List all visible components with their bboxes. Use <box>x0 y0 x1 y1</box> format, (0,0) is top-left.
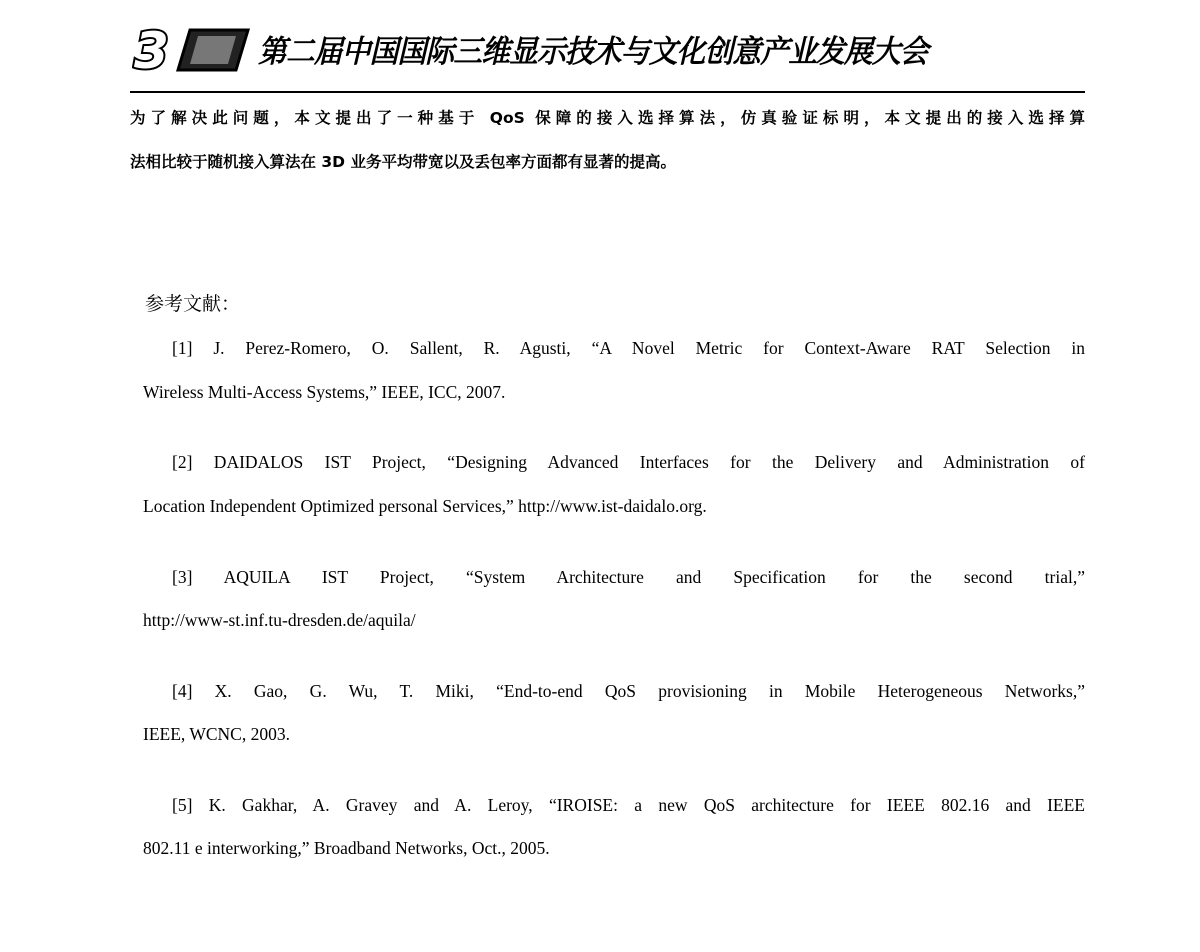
reference-item-2-cont: Location Independent Optimized personal Services,” http://www.ist-daidalo.org. <box>143 496 707 516</box>
reference-item-4: [4] X. Gao, G. Wu, T. Miki, “End-to-end QoS provisioning in Mobile Heterogeneous Networks,” <box>172 681 1085 701</box>
abstract-line: 为了解决此问题，本文提出了一种基于 QoS 保障的接入选择算法，仿真验证标明，本文提出的接入选择算 <box>130 109 1085 127</box>
references-heading: 参考文献： <box>145 294 241 315</box>
reference-item-1-cont: Wireless Multi-Access Systems,” IEEE, ICC, 2007. <box>143 382 506 402</box>
reference-item-3-cont: http://www-st.inf.tu-dresden.de/aquila/ <box>143 610 416 630</box>
abstract-line: 法相比较于随机接入算法在 3D 业务平均带宽以及丢包率方面都有显著的提高。 <box>130 153 676 171</box>
reference-item-1: [1] J. Perez-Romero, O. Sallent, R. Agusti, “A Novel Metric for Context-Aware RAT Selection in <box>172 338 1085 358</box>
reference-item-5-cont: 802.11 e interworking,” Broadband Networks, Oct., 2005. <box>143 838 550 858</box>
conference-3d-logo <box>132 24 252 74</box>
reference-item-5: [5] K. Gakhar, A. Gravey and A. Leroy, “IROISE: a new QoS architecture for IEEE 802.16 and IEEE <box>172 795 1085 815</box>
header-rule <box>130 91 1085 93</box>
reference-item-2: [2] DAIDALOS IST Project, “Designing Advanced Interfaces for the Delivery and Administration of <box>172 452 1085 472</box>
svg-text:3: 3 <box>134 24 165 74</box>
reference-item-3: [3] AQUILA IST Project, “System Architecture and Specification for the second trial,” <box>172 567 1085 587</box>
conference-title: 第二届中国国际三维显示技术与文化创意产业发展大会 <box>258 34 928 70</box>
reference-item-4-cont: IEEE, WCNC, 2003. <box>143 724 290 744</box>
